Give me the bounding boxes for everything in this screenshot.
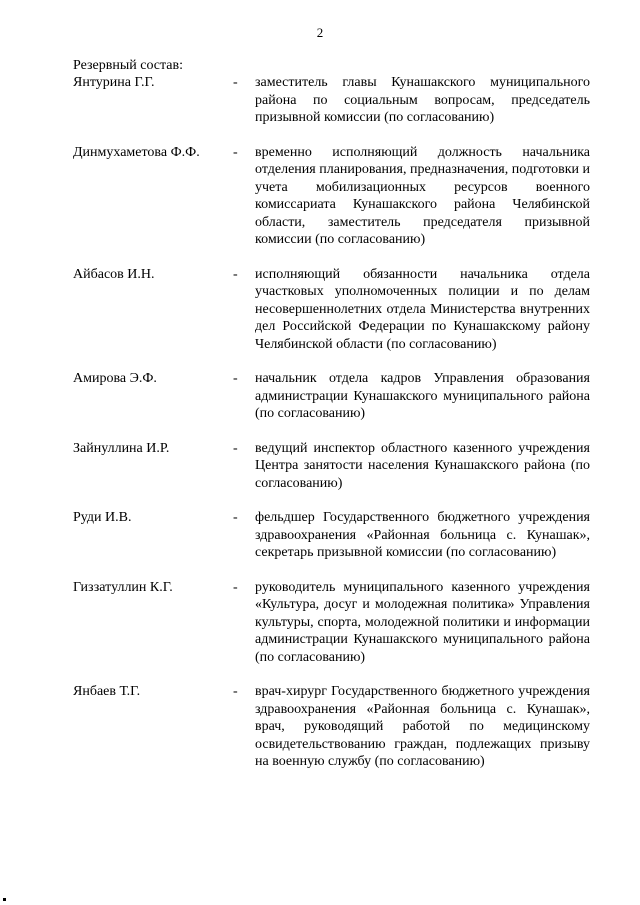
member-row [73,683,593,771]
member-name: Янбаев Т.Г. [73,684,141,699]
member-role: руководитель муниципального казенного учреждения «Культура, досуг и молодежная политика» Управления культуры, спорта, молодежной политики и информации администрации Кунашакского муниципального района (по согласованию) [255,579,590,665]
member-dash: - [233,371,238,386]
member-dash: - [233,75,238,90]
member-name: Амирова Э.Ф. [73,371,157,386]
member-name: Зайнуллина И.Р. [73,440,170,456]
section-heading: Резервный состав: [73,58,184,73]
member-row [73,440,593,493]
member-role: врач-хирург Государственного бюджетного учреждения здравоохранения «Районная больница с. Кунашак», врач, руководящий работой по медицинскому освидетельствованию граждан, подлежащих призыву на военную службу (по согласованию) [255,684,590,769]
member-name: Янтурина Г.Г. [73,75,155,90]
member-dash: - [233,579,238,595]
member-name: Айбасов И.Н. [73,266,155,282]
member-row [73,266,593,354]
member-role: заместитель главы Кунашакского муниципального района по социальным вопросам, председатель призывной комиссии (по согласованию) [255,75,590,125]
member-dash: - [233,144,238,160]
member-row [73,579,593,667]
member-role: фельдшер Государственного бюджетного учреждения здравоохранения «Районная больница с. Кунашак», секретарь призывной комиссии (по согласованию) [255,510,590,560]
members-list [73,74,593,788]
member-role: ведущий инспектор областного казенного учреждения Центра занятости населения Кунашакского района (по согласованию) [255,440,590,491]
member-row [73,509,593,562]
member-row [73,144,593,249]
member-dash: - [233,510,238,525]
scan-speck [3,898,6,901]
member-role: начальник отдела кадров Управления образования администрации Кунашакского муниципального района (по согласованию) [255,371,590,421]
member-name: Гиззатуллин К.Г. [73,579,173,595]
member-role: исполняющий обязанности начальника отдела участковых уполномоченных полиции и по делам несовершеннолетних отдела Министерства внутренних дел Российской Федерации по Кунашакскому району Челябинской области (по согласованию) [255,266,590,352]
member-name: Руди И.В. [73,510,132,525]
member-dash: - [233,684,238,699]
member-dash: - [233,266,238,282]
member-row [73,74,593,127]
member-row [73,370,593,423]
member-dash: - [233,440,238,456]
member-role: временно исполняющий должность начальника отделения планирования, предназначения, подготовки и учета мобилизационных ресурсов военного комиссариата Кунашакского района Челябинской области, заместитель председателя призывной комиссии (по согласованию) [255,144,590,247]
page-number: 2 [316,25,324,40]
member-name: Динмухаметова Ф.Ф. [73,144,200,160]
